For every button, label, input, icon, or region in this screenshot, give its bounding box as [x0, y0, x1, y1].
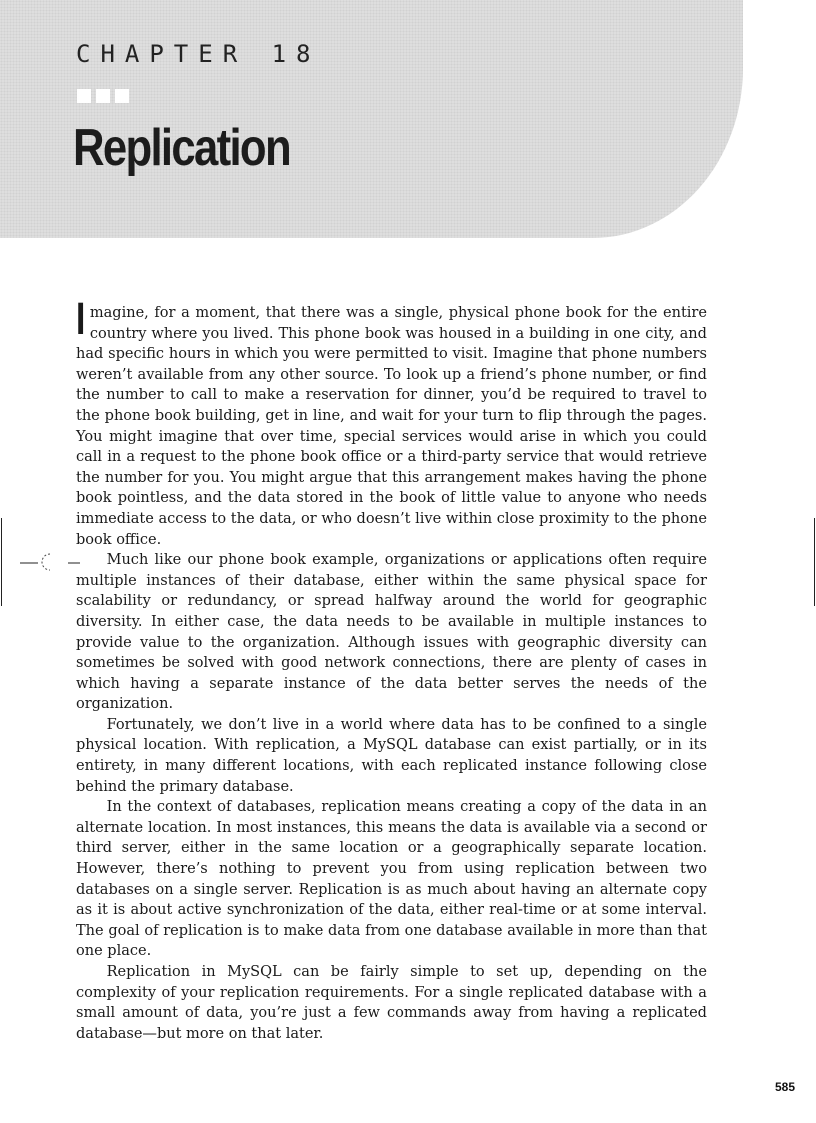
paragraph: In the context of databases, replication means creating a copy of the data in an alternate location. In most instances, this means the data is available via a second or third server, either in the same location or a geographically separate location. However, there’s nothing to prevent you from using replication between two databases on a single server. Replication is as much about having an alternate copy as it is about active synchronization of the data, either real-time or at some interval. The goal of replication is to make data from one database available in more than that one place. [76, 797, 707, 960]
square-icon [77, 89, 91, 103]
paragraph: Fortunately, we don’t live in a world where data has to be confined to a single physical location. With replication, a MySQL database can exist partially, or in its entirety, in many different locations, with each replicated instance following close behind the primary database. [76, 714, 707, 795]
chapter-title: Replication [73, 119, 290, 177]
crop-mark-right [814, 518, 815, 606]
paragraph-intro [76, 293, 707, 549]
drop-cap: I [76, 293, 86, 344]
registration-mark-icon [20, 550, 82, 572]
decorative-squares [77, 89, 129, 103]
crop-mark-left [1, 518, 2, 606]
chapter-body [76, 293, 707, 1043]
paragraph-text: magine, for a moment, that there was a single, physical phone book for the entire country where you lived. This phone book was housed in a building in one city, and had specific hours in which you were permitted to visit. Imagine that phone numbers weren’t available from any other source. To look up a friend’s phone number, or find the number to call to make a reservation for dinner, you’d be required to travel to the phone book building, get in line, and wait for your turn to flip through the pages. You might imagine that over time, special services would arise in which you could call in a request to the phone book office or a third-party service that would retrieve the number for you. You might argue that this arrangement makes having the phone book pointless, and the data stored in the book of little value to anyone who needs immediate access to the data, or who doesn’t live within close proximity to the phone book office. [76, 303, 707, 548]
square-icon [115, 89, 129, 103]
square-icon [96, 89, 110, 103]
chapter-label: CHAPTER 18 [76, 40, 321, 68]
paragraph: Replication in MySQL can be fairly simple to set up, depending on the complexity of your replication requirements. For a single replicated database with a small amount of data, you’re just a few commands away from having a replicated database—but more on that later. [76, 962, 707, 1042]
page-number: 585 [775, 1080, 796, 1094]
paragraph: Much like our phone book example, organizations or applications often require multiple instances of their database, either within the same physical space for scalability or redundancy, or spread halfway around the world for geographic diversity. In either case, the data needs to be available in multiple instances to provide value to the organization. Although issues with geographic diversity can sometimes be solved with good network connections, there are plenty of cases in which having a separate instance of the data better serves the needs of the organization. [76, 550, 707, 713]
